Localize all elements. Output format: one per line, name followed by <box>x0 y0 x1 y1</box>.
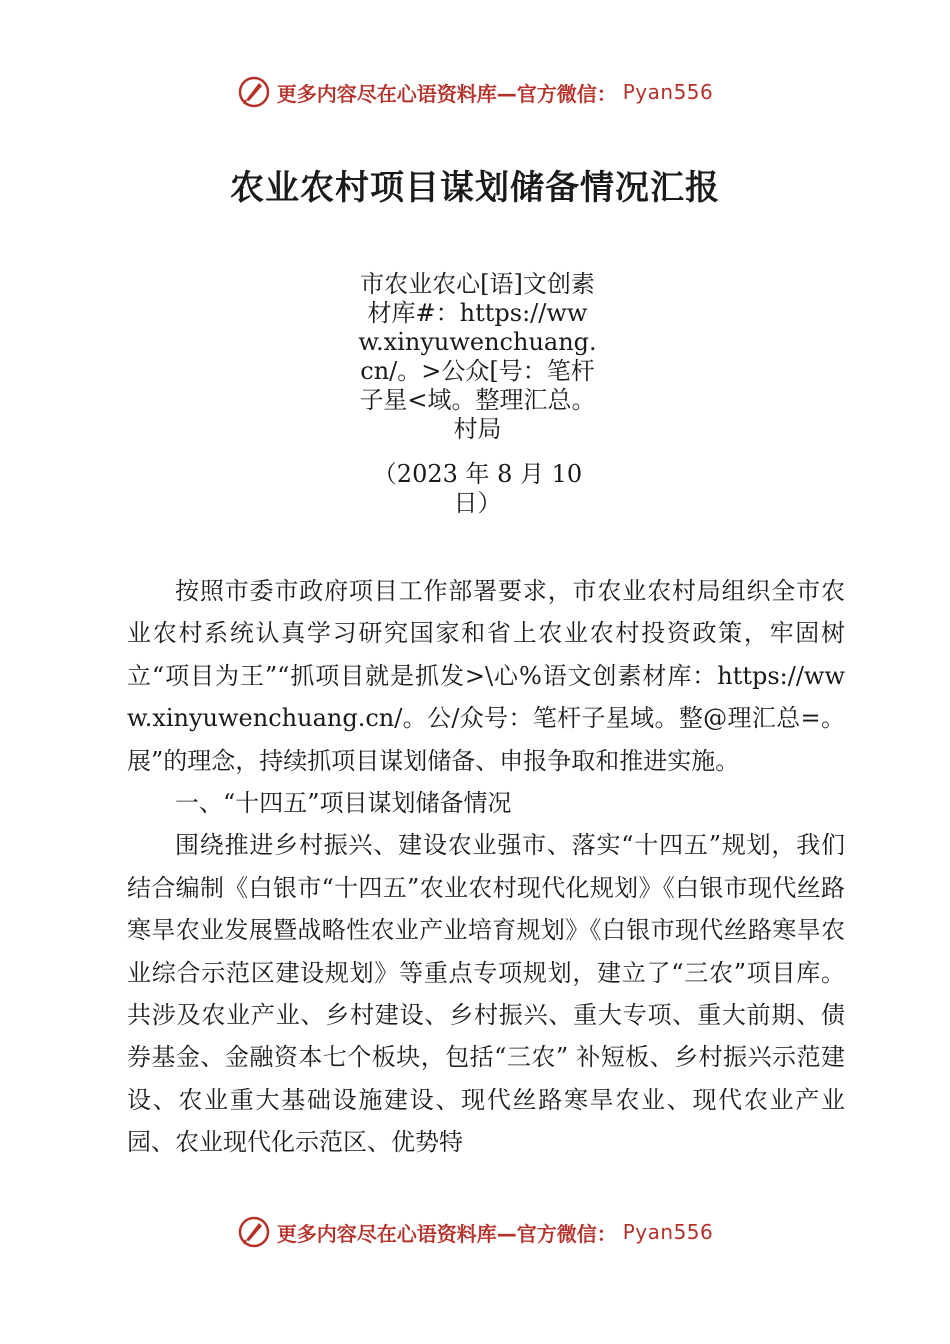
quill-logo-icon <box>237 1215 271 1249</box>
watermark-banner-bottom <box>0 1210 950 1254</box>
date-line: （2023 年 8 月 10 日） <box>372 460 583 517</box>
body-paragraph: 围绕推进乡村振兴、建设农业强市、落实“十四五”规划，我们结合编制《白银市“十四五”农业农村现代化规划》《白银市现代丝路寒旱农业发展暨战略性农业产业培育规划》《白银市现代丝路寒旱农业综合示范区建设规划》等重点专项规划，建立了“三农”项目库。共涉及农业产业、乡村建设、乡村振兴、重大专项、重大前期、债券基金、金融资本七个板块，包括“三农” 补短板、乡村振兴示范建设、农业重大基础设施建设、现代丝路寒旱农业、现代农业产业园、农业现代化示范区、优势特 <box>127 831 845 1157</box>
section-heading: 一、“十四五”项目谋划储备情况 <box>175 789 512 818</box>
watermark-banner-top <box>0 70 950 114</box>
watermark-text: 更多内容尽在心语资料库—官方微信： <box>276 1221 617 1246</box>
watermark-text: 更多内容尽在心语资料库—官方微信： <box>276 81 617 106</box>
quill-logo-icon <box>237 75 271 109</box>
watermark-account: Pyan556 <box>622 1220 714 1244</box>
author-line: 市农业农心[语]文创素材库#：https://www.xinyuwenchuang.cn/。>公众[号：笔杆子星<域。整理汇总。村局 <box>358 270 597 443</box>
body-paragraph: 按照市委市政府项目工作部署要求，市农业农村局组织全市农业农村系统认真学习研究国家和省上农业农村投资政策，牢固树立“项目为王”“抓项目就是抓发>\心%语文创素材库：https://www.xinyuwenchuang.cn/。公/众号：笔杆子星域。整@理汇总=。展”的理念，持续抓项目谋划储备、申报争取和推进实施。 <box>127 577 845 775</box>
document-byline <box>355 270 600 518</box>
document-title: 农业农村项目谋划储备情况汇报 <box>230 168 720 208</box>
document-body <box>127 570 845 1164</box>
watermark-account: Pyan556 <box>622 80 714 104</box>
